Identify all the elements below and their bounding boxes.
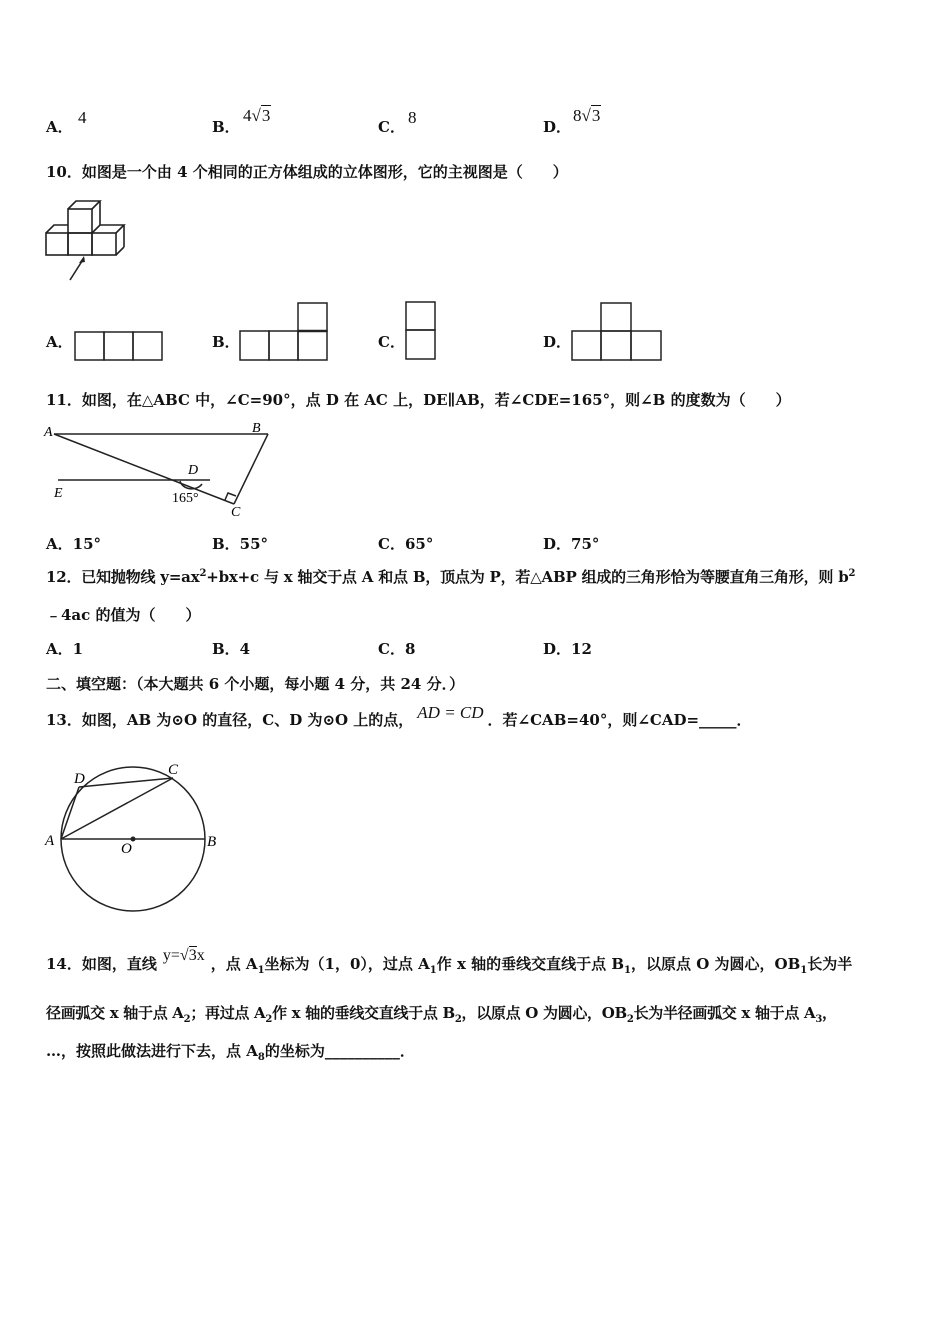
q11-option-b: B．55° [212,535,269,553]
q12-option-b: B．4 [212,640,251,658]
q13-label-o: O [121,841,132,857]
q13-text: 13．如图，AB 为⊙O 的直径，C、D 为⊙O 上的点， AD = CD ．若∠CAB=40°，则∠CAD=_____． [46,703,752,729]
q13-label-a: A [45,833,55,849]
q10-option-c: C． [378,333,405,351]
q12-option-c: C．8 [378,640,416,658]
q14-answer-blank[interactable]: __________ [324,1042,400,1060]
q9-option-c-value: 8 [408,108,417,127]
q13-label-c: C [168,762,179,778]
q9-option-a-letter: A． [46,118,73,136]
q13-label-b: B [207,834,217,850]
q11-label-e: E [54,486,63,501]
q11-label-d: D [188,463,199,478]
q14-line-equation: y=√3x [162,947,205,964]
q9-option-d-letter: D． [543,118,572,136]
q9-option-a-value: 4 [78,108,87,127]
q11-figure-triangle [40,418,280,518]
q11-text: 11．如图，在△ABC 中，∠C=90°，点 D 在 AC 上，DE∥AB，若∠CDE=165°，则∠B 的度数为（ ） [46,391,791,409]
q12-line2: ﹣4ac 的值为（ ） [46,606,201,624]
q12-option-a: A．1 [46,640,84,658]
q9-option-d-value: 8√3 [573,106,601,125]
q10-text: 10．如图是一个由 4 个相同的正方体组成的立体图形，它的主视图是（ ） [46,163,568,181]
q9-option-c-letter: C． [378,118,405,136]
q9-option-b-letter: B． [212,118,240,136]
q10-option-b-figure [238,301,330,362]
q9-option-b-value: 4√3 [243,106,271,125]
q11-label-a: A [44,425,53,440]
q14-line2: 径画弧交 x 轴于点 $A_2$；再过点 $A_2$作 x 轴的垂线交直线于点 $B_2$，以原点 O 为圆心，$OB_2$长为半径画弧交 x 轴于点 $A_3$， [46,1004,837,1025]
q13-figure-circle [40,756,230,918]
q11-angle-label: 165° [172,491,199,506]
q11-label-c: C [231,505,241,518]
q10-option-a-figure [73,330,165,362]
section-title: 二、填空题：（本大题共 6 个小题，每小题 4 分，共 24 分．） [46,675,465,693]
q10-option-a: A． [46,333,73,351]
q10-option-c-figure [404,300,438,362]
q11-option-d: D．75° [543,535,600,553]
q10-figure-cubes [44,198,128,284]
q10-option-b: B． [212,333,240,351]
q11-option-c: C．65° [378,535,434,553]
q12-line1: 12．已知抛物线 $y=ax^2+bx+c$ 与 x 轴交于点 A 和点 B，顶点为 P，若△ABP 组成的三角形恰为等腰直角三角形，则 $b^2$ [46,568,856,586]
q13-answer-blank[interactable]: _____ [699,711,737,729]
q13-label-d: D [74,771,85,787]
q10-option-d-figure [570,301,664,362]
q11-option-a: A．15° [46,535,102,553]
q12-option-d: D．12 [543,640,592,658]
q13-arc-equation: AD = CD [417,703,484,722]
q10-option-d: D． [543,333,572,351]
q14-line1: 14．如图，直线 y=√3x ，点 $A_1$坐标为（1，0），过点 $A_1$作 x 轴的垂线交直线于点 $B_1$，以原点 O 为圆心，$OB_1$长为半 [46,947,853,976]
q11-label-b: B [252,421,261,436]
q14-line3: …，按照此做法进行下去，点 $A_8$的坐标为__________． [46,1042,415,1063]
